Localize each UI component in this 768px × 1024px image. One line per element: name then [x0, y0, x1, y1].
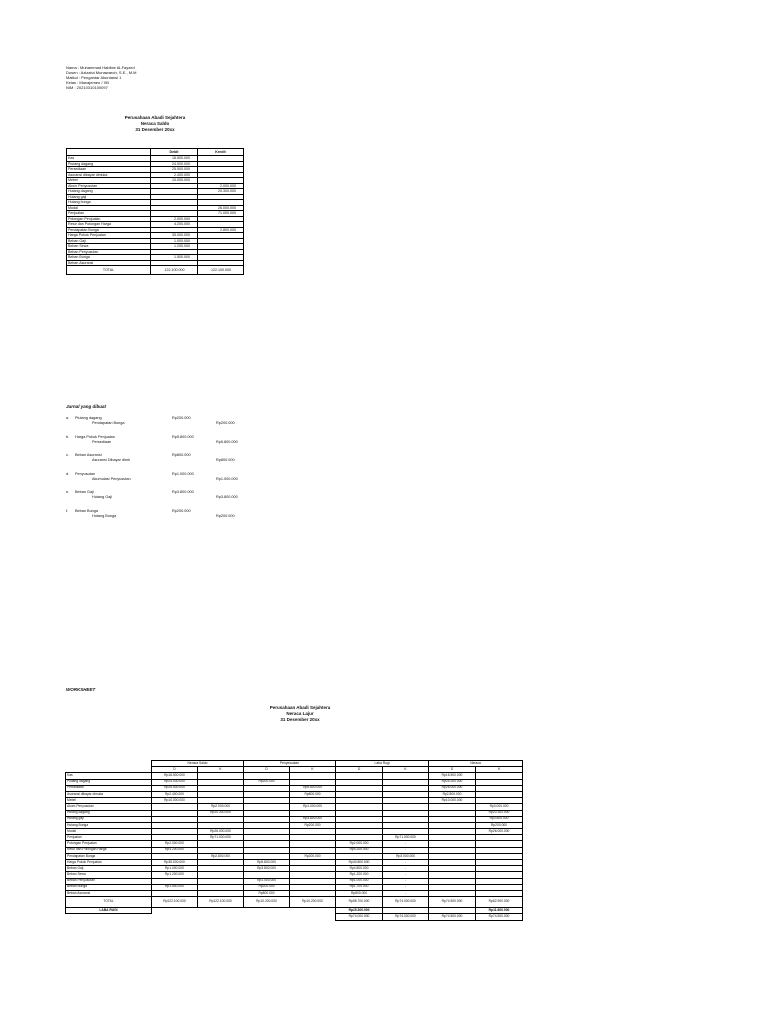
ws-cell: -: [383, 860, 429, 866]
ws-cell: Rp3.000.000: [476, 804, 523, 810]
tb-total-row: [67, 266, 244, 275]
ws-account: LABA RUGI: [66, 908, 152, 914]
ws-cell: Rp2.400.000: [152, 791, 198, 797]
ws-cell: Rp200.000: [290, 853, 336, 859]
ws-account: Asuransi dibayar dimuka: [66, 791, 152, 797]
ws-cell: Rp35.000.000: [152, 860, 198, 866]
ws-sub-debit: D: [152, 767, 198, 773]
ws-account: Beban Gaji: [66, 866, 152, 872]
tb-total-label: TOTAL: [67, 266, 151, 275]
ws-report: Neraca Lajur: [286, 710, 314, 716]
ws-cell: Rp20.300.000: [198, 810, 244, 816]
ws-sub-kredit: K: [198, 767, 244, 773]
tb-debit: 4.200.000: [151, 222, 198, 228]
ws-cell: Rp1.200.000: [152, 872, 198, 878]
tb-header-kredit: Kredit: [198, 149, 244, 156]
journal-debit-amount: Rp3.800.000: [172, 490, 194, 494]
ws-account: Beban Penyusutan: [66, 878, 152, 884]
ws-cell: Rp74.500.000: [476, 914, 523, 920]
ws-cell: Rp10.000.000: [152, 798, 198, 804]
journal-letter: e.: [66, 490, 70, 494]
ws-cell: Rp2.000.000: [152, 841, 198, 847]
student-name: Nama : Muhammad Habibie Al-Fayzed: [66, 65, 135, 70]
ws-cell: Rp4.800.000: [336, 866, 383, 872]
ws-account: TOTAL: [66, 897, 152, 908]
worksheet-table: [65, 760, 523, 921]
tb-debit: 16.500.000: [151, 156, 198, 162]
ws-sub-kredit: K: [383, 767, 429, 773]
ws-cell: Rp24.000.000: [152, 779, 198, 785]
ws-account: Mebel: [66, 798, 152, 804]
tb-account: Beban Asuransi: [67, 260, 151, 266]
tb-debit: 10.000.000: [151, 178, 198, 184]
journal-letter: f.: [66, 508, 69, 513]
journal-credit-account: Akumulasi Penyusutan: [92, 476, 131, 481]
ws-cell: Rp74.500.000: [429, 897, 476, 908]
tb-account: Piutang dagang: [67, 161, 151, 167]
tb-account: Kas: [67, 156, 151, 162]
ws-cell: Rp200.000: [476, 822, 523, 828]
tb-account: Modal: [67, 205, 151, 211]
journal-title: Jurnal yang dibuat: [66, 404, 107, 409]
ws-cell: -: [383, 890, 429, 896]
ws-cell: [244, 914, 290, 920]
ws-account: Akum Penyusutan: [66, 804, 152, 810]
tb-kredit: 20.300.000: [198, 189, 244, 195]
ws-cell: Rp2.800.000: [198, 853, 244, 859]
ws-date: 31 Desember 20xx: [280, 716, 320, 722]
journal-credit-amount: Rp1.000.000: [216, 476, 238, 481]
ws-account: Hutang dagang: [66, 810, 152, 816]
journal-debit-account: Beban Asuransi: [75, 453, 102, 457]
tb-kredit: 2.000.000: [198, 183, 244, 189]
ws-group-1: Neraca Saldo: [152, 761, 244, 767]
ws-account: Kas: [66, 773, 152, 779]
ws-cell: Rp10.200.000: [290, 897, 336, 908]
journal-credit-amount: Rp200.000: [216, 513, 235, 518]
journal-credit-account: Pendapatan Bunga: [92, 421, 125, 425]
journal-letter: c.: [66, 453, 69, 457]
ws-cell: Rp1.000.000: [152, 866, 198, 872]
ws-cell: Rp800.000: [244, 890, 290, 896]
tb-header-debit: Debit: [151, 149, 198, 156]
journal-debit-account: Beban Bunga: [75, 508, 99, 513]
ws-cell: Rp74.000.000: [383, 897, 429, 908]
ws-group-2: Penyesuaian: [244, 761, 336, 767]
tb-total-kredit: 122.100.000: [198, 266, 244, 275]
ws-account: Hutang Bunga: [66, 822, 152, 828]
journal-debit-amount: Rp200.000: [172, 416, 191, 420]
ws-group-3: Laba Rugi: [336, 761, 429, 767]
journal-debit-account: Piutang dagang: [75, 416, 102, 420]
ws-cell: Rp1.700.000: [336, 884, 383, 890]
ws-account: Penjualan: [66, 835, 152, 841]
ws-account: Beban Bunga: [66, 884, 152, 890]
journal-credit-amount: Rp3.800.000: [216, 495, 238, 499]
journal-entry: [66, 416, 256, 428]
worksheet-title: [220, 705, 380, 723]
ws-cell: Rp5.800.000: [244, 860, 290, 866]
ws-account: Harga Pokok Penjualan: [66, 860, 152, 866]
journal-entry: [66, 453, 256, 465]
journal-letter: b.: [66, 434, 70, 439]
journal-entry: [66, 509, 256, 521]
tb-kredit: 26.000.000: [198, 205, 244, 211]
ws-cell: -: [383, 872, 429, 878]
ws-account: Persediaan: [66, 785, 152, 791]
tb-account: Pendapatan Bunga: [67, 227, 151, 233]
ws-sub-debit: D: [336, 767, 383, 773]
ws-account: Modal: [66, 829, 152, 835]
journal-entry: [66, 490, 256, 502]
tb-report: Neraca Saldo: [140, 120, 170, 126]
ws-cell: Rp800.000: [336, 890, 383, 896]
ws-cell: [198, 914, 244, 920]
ws-cell: Rp71.000.000: [383, 835, 429, 841]
journal-entry: [66, 472, 256, 484]
ws-cell: Rp16.500.000: [152, 773, 198, 779]
tb-account: Retur dan Potongan Harga: [67, 222, 151, 228]
tb-account: Akum Penyusutan: [67, 183, 151, 189]
ws-cell: Rp58.700.000: [336, 897, 383, 908]
ws-cell: Rp74.000.000: [383, 914, 429, 920]
ws-cell: -: [383, 878, 429, 884]
ws-sub-kredit: K: [290, 767, 336, 773]
ws-cell: Rp24.200.000: [429, 779, 476, 785]
ws-cell: -: [383, 841, 429, 847]
tb-account: Beban Gaji: [67, 238, 151, 244]
ws-cell: Rp11.600.000: [476, 908, 523, 914]
tb-account: Beban Bunga: [67, 255, 151, 261]
tb-debit: 1.500.000: [151, 255, 198, 261]
tb-account: Penjualan: [67, 211, 151, 217]
journal-debit-account: Beban Gaji: [75, 490, 94, 494]
class-name: Kelas : Manajemen / XB: [66, 80, 109, 85]
tb-debit: 25.500.000: [151, 167, 198, 173]
journal-debit-amount: Rp200.000: [172, 508, 191, 513]
journal-letter: a.: [66, 416, 70, 420]
ws-cell: Rp1.000.000: [290, 804, 336, 810]
ws-cell: Rp1.500.000: [152, 884, 198, 890]
ws-company: Perusahaan Abadi Sejahtera: [269, 705, 331, 710]
ws-cell: Rp62.900.000: [476, 897, 523, 908]
tb-account: Asuransi dibayar dimuka: [67, 172, 151, 178]
ws-cell: Rp40.800.000: [336, 860, 383, 866]
tb-account: Potongan Penjualan: [67, 216, 151, 222]
ws-account: Pendapatan Bunga: [66, 853, 152, 859]
course-name: Matkul : Pengantar Akuntansi 1: [66, 75, 122, 80]
ws-cell: Rp16.500.000: [429, 773, 476, 779]
journal-debit-account: Penyusutan: [75, 471, 96, 476]
student-info: [66, 66, 136, 91]
ws-final-row: [66, 914, 523, 920]
ws-sub-debit: D: [244, 767, 290, 773]
ws-cell: Rp10.000.000: [429, 798, 476, 804]
tb-account: Persediaan: [67, 167, 151, 173]
ws-total-row: [66, 897, 523, 908]
ws-account: Hutang gaji: [66, 816, 152, 822]
ws-cell: Rp5.800.000: [290, 785, 336, 791]
ws-account: Retur dan Potongan Harga: [66, 847, 152, 853]
ws-cell: -: [383, 847, 429, 853]
tb-kredit: 71.000.000: [198, 211, 244, 217]
journal-credit-amount: Rp800.000: [216, 458, 235, 462]
journal-entry: [66, 435, 256, 447]
ws-cell: Rp3.000.000: [383, 853, 429, 859]
tb-account: Harga Pokok Penjualan: [67, 233, 151, 239]
ws-cell: Rp26.000.000: [476, 829, 523, 835]
tb-debit: 2.000.000: [151, 216, 198, 222]
ws-cell: Rp74.000.000: [336, 914, 383, 920]
journal-credit-account: Hutang Bunga: [92, 513, 117, 518]
journal-credit-amount: Rp200.000: [216, 421, 235, 425]
ws-cell: Rp3.800.000: [290, 816, 336, 822]
journal-debit-amount: Rp5.800.000: [172, 434, 194, 439]
ws-cell: Rp122.100.000: [198, 897, 244, 908]
ws-cell: Rp26.000.000: [429, 785, 476, 791]
ws-cell: Rp1.200.000: [336, 872, 383, 878]
ws-cell: Rp1.000.000: [244, 878, 290, 884]
tb-date: 31 Desember 20xx: [135, 126, 175, 132]
journal-letter: d.: [66, 471, 70, 476]
tb-debit: 35.000.000: [151, 233, 198, 239]
journal-credit-account: Hutang Gaji: [92, 495, 113, 499]
ws-cell: [290, 914, 336, 920]
ws-cell: Rp3.800.000: [244, 866, 290, 872]
tb-debit: 2.400.000: [151, 172, 198, 178]
ws-cell: Rp71.000.000: [198, 835, 244, 841]
tb-account: Beban Sewa: [67, 244, 151, 250]
ws-cell: Rp800.000: [290, 791, 336, 797]
tb-account: Beban Penyusutan: [67, 249, 151, 255]
tb-debit: 24.000.000: [151, 161, 198, 167]
journal-debit-account: Harga Pokok Penjualan: [75, 434, 115, 439]
tb-account: Mebel: [67, 178, 151, 184]
ws-cell: Rp25.500.000: [152, 785, 198, 791]
ws-cell: -: [383, 884, 429, 890]
student-id: NIM : 20210310100097: [66, 85, 108, 90]
ws-cell: Rp2.000.000: [336, 841, 383, 847]
lecturer-name: Dosen : Azizatul Munawaroh, S.E., M.M: [66, 70, 137, 75]
ws-cell: Rp3.800.000: [476, 816, 523, 822]
ws-cell: Rp200.000: [290, 822, 336, 828]
journal-debit-amount: Rp800.000: [172, 453, 191, 457]
ws-cell: Rp200.000: [244, 884, 290, 890]
ws-cell: Rp4.200.000: [152, 847, 198, 853]
ws-cell: Rp122.100.000: [152, 897, 198, 908]
tb-debit: 1.200.000: [151, 244, 198, 250]
journal-credit-amount: Rp5.800.000: [216, 439, 238, 444]
trial-balance-title: [80, 115, 230, 133]
ws-cell: Rp26.000.000: [198, 829, 244, 835]
trial-balance-table: [66, 148, 244, 275]
ws-cell: Rp2.800.000: [429, 791, 476, 797]
ws-sub-debit: D: [429, 767, 476, 773]
ws-cell: [152, 914, 198, 920]
ws-cell: Rp74.500.000: [429, 914, 476, 920]
ws-cell: Rp200.000: [244, 779, 290, 785]
journal-debit-amount: Rp1.000.000: [172, 471, 194, 476]
ws-cell: Rp15.300.000: [336, 908, 383, 914]
worksheet-label: WORKSHEET: [66, 687, 96, 692]
tb-account: Hutang dagang: [67, 189, 151, 195]
ws-cell: Rp4.200.000: [336, 847, 383, 853]
tb-company: Perusahaan Abadi Sejahtera: [124, 115, 186, 120]
tb-account: Hutang gaji: [67, 194, 151, 200]
tb-account: Hutang bunga: [67, 200, 151, 206]
journal-credit-account: Asuransi Dibayar dimk: [92, 458, 130, 462]
ws-cell: Rp2.000.000: [198, 804, 244, 810]
ws-account: Beban Asuransi: [66, 890, 152, 896]
ws-account: [66, 914, 152, 920]
ws-cell: Rp20.300.000: [476, 810, 523, 816]
tb-debit: 1.000.000: [151, 238, 198, 244]
ws-account: Piutang dagang: [66, 779, 152, 785]
ws-cell: -: [383, 866, 429, 872]
journal-credit-account: Persediaan: [92, 439, 112, 444]
tb-kredit: 2.800.000: [198, 227, 244, 233]
ws-account: Potongan Penjualan: [66, 841, 152, 847]
ws-account: Beban Sewa: [66, 872, 152, 878]
ws-sub-kredit: K: [476, 767, 523, 773]
tb-header-account: [67, 149, 151, 156]
ws-cell: Rp1.000.000: [336, 878, 383, 884]
ws-cell: Rp10.200.000: [244, 897, 290, 908]
ws-group-4: Neraca: [429, 761, 523, 767]
tb-total-debit: 122.100.000: [151, 266, 198, 275]
